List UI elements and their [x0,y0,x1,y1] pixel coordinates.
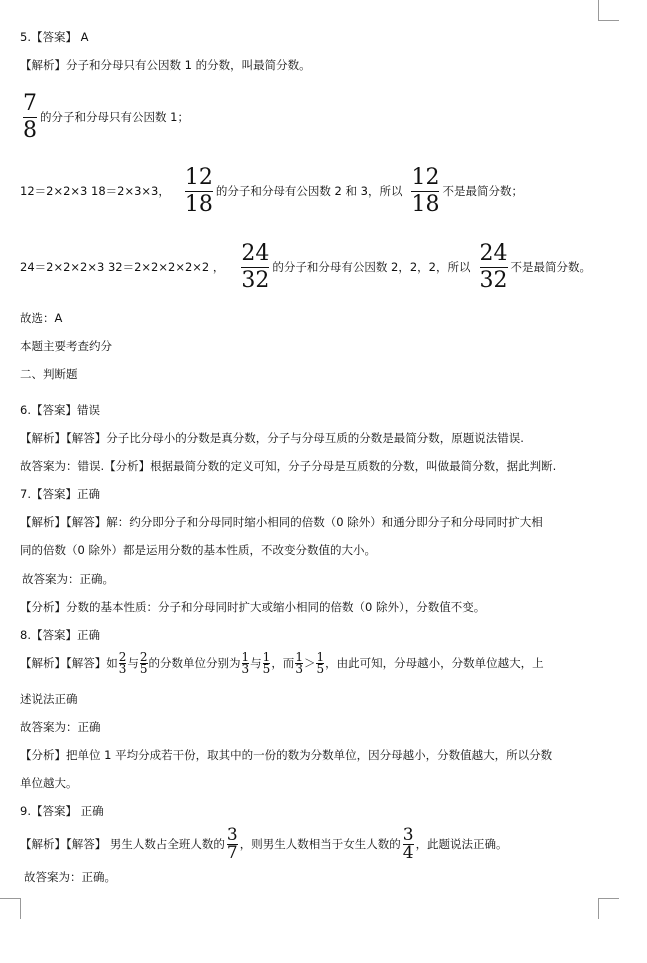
q5-answer: 5.【答案】 A [20,30,89,44]
q6-line2: 故答案为：错误.【分析】根据最简分数的定义可知，分子分母是互质数的分数，叫做最简分数，据此判断. [20,459,557,473]
fraction-12-18-repeat: $\frac{12}{18}$ [411,165,440,217]
q5-choice: 故选：A [20,311,63,325]
q9-line1: 【解析】【解答】 男生人数占全班人数的 $\frac{3}{7}$ ，则男生人数相当于女生人数的 $\frac{3}{4}$ ，此题说法正确。 [20,825,508,863]
q8-line2: 述说法正确 [20,692,78,706]
q8-line1: 【解析】【解答】如 $\frac{2}{3}$ 与 $\frac{2}{5}$ 的分数单位分别为 $\frac{1}{3}$ 与 $\frac{1}{5}$ ，而 $\frac{1}{3}$ ＞ $\frac{1}{5}$ ，由此可知，分母越小，分数单位越大，上 [20,650,544,676]
fraction-3-7: $\frac{3}{7}$ [226,825,238,863]
q7-line1: 【解析】【解答】解：约分即分子和分母同时缩小相同的倍数（0 除外）和通分即分子和分母同时扩大相 [20,515,543,529]
q9-answer: 9.【答案】 正确 [20,804,104,818]
fraction-2-3: $\frac{2}{3}$ [118,650,127,676]
fraction-1-5: $\frac{1}{5}$ [262,650,271,676]
fraction-1-3: $\frac{1}{3}$ [241,650,250,676]
fraction-3-4: $\frac{3}{4}$ [402,825,414,863]
fraction-24-32: $\frac{24}{32}$ [241,241,270,293]
q5-focus: 本题主要考查约分 [20,339,112,353]
q5-line-12-18: 12＝2×2×3 18＝2×3×3， $\frac{12}{18}$ 的分子和分母有公因数 2 和 3，所以 $\frac{12}{18}$ 不是最简分数； [20,165,523,217]
q7-line2: 同的倍数（0 除外）都是运用分数的基本性质，不改变分数值的大小。 [20,543,376,557]
page-corner-mark-bottom-right [598,898,619,919]
q6-answer: 6.【答案】错误 [20,403,100,417]
q7-answer: 7.【答案】正确 [20,487,100,501]
q8-line3: 故答案为：正确 [20,720,101,734]
fraction-1-5-compare: $\frac{1}{5}$ [316,650,325,676]
q6-line1: 【解析】【解答】分子比分母小的分数是真分数，分子与分母互质的分数是最简分数，原题说法错误. [20,431,524,445]
page-corner-mark-bottom-left [0,898,21,919]
q9-final-answer: 故答案为：正确。 [24,870,116,884]
q7-line3: 故答案为：正确。 [22,572,114,586]
fraction-24-32-repeat: $\frac{24}{32}$ [479,241,508,293]
section-title: 二、判断题 [20,367,78,381]
greater-than-sign: ＞ [303,656,316,670]
fraction-1-3-compare: $\frac{1}{3}$ [295,650,303,676]
q8-line5: 单位越大。 [20,776,78,790]
q5-line-24-32: 24＝2×2×2×3 32＝2×2×2×2×2 ， $\frac{24}{32}$ 的分子和分母有公因数 2，2，2，所以 $\frac{24}{32}$ 不是最简分数。 [20,241,591,293]
q8-line4: 【分析】把单位 1 平均分成若干份，取其中的一份的数为分数单位，因分母越小，分数值越大，所以分数 [20,748,553,762]
q5-line1-text: 的分子和分母只有公因数 1； [40,110,189,124]
q5-line-7-8 [20,92,189,143]
q5-analysis: 【解析】分子和分母只有公因数 1 的分数，叫最简分数。 [20,58,311,72]
q7-line4: 【分析】分数的基本性质：分子和分母同时扩大或缩小相同的倍数（0 除外），分数值不变。 [20,600,486,614]
fraction-12-18: $\frac{12}{18}$ [184,165,213,217]
q8-answer: 8.【答案】正确 [20,628,100,642]
fraction-7-8: $\frac{7}{8}$ [23,91,37,143]
fraction-2-5: $\frac{2}{5}$ [139,650,148,676]
page-corner-mark-top-right [598,0,619,21]
